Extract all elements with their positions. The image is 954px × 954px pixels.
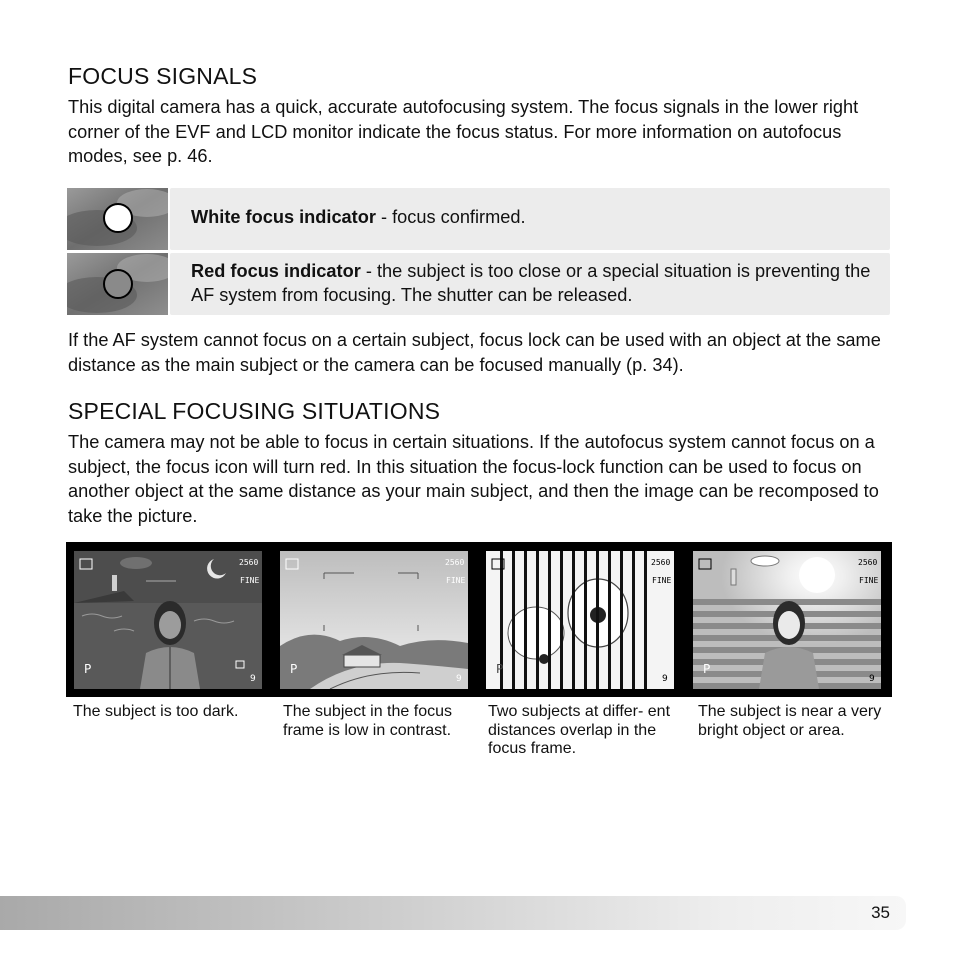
caption-overlapping: Two subjects at differ- ent distances overlap in the focus frame. xyxy=(488,703,671,757)
special-focusing-text: The camera may not be able to focus in certain situations. If the autofocus system cannot focus on a subject, the focus icon will turn red. In this situation the focus-lock function can be used to focus on another object at the same distance as your main subject, and then the image can be recomposed to take the picture. xyxy=(68,432,879,526)
heading-focus-signals: FOCUS SIGNALS xyxy=(68,63,258,89)
white-focus-indicator-row xyxy=(170,188,890,250)
white-focus-indicator-image xyxy=(67,188,168,250)
white-circle-icon xyxy=(104,204,132,232)
white-indicator-desc: - focus confirmed. xyxy=(375,207,526,227)
thumbnail-bright-area xyxy=(693,551,881,689)
svg-text:9: 9 xyxy=(869,674,875,684)
caption-bright-area: The subject is near a very bright object or area. xyxy=(698,703,882,739)
svg-text:P: P xyxy=(496,662,504,676)
svg-text:FINE: FINE xyxy=(859,576,879,585)
thumbnail-low-contrast xyxy=(280,551,468,689)
svg-text:P: P xyxy=(703,662,711,676)
svg-text:2560: 2560 xyxy=(858,558,878,567)
svg-text:FINE: FINE xyxy=(240,576,260,585)
caption-low-contrast: The subject in the focus frame is low in contrast. xyxy=(283,703,452,739)
svg-text:9: 9 xyxy=(456,674,462,684)
red-indicator-desc: - the subject is too close or a special situation is preventing the AF system from focusing. The shutter can be released. xyxy=(191,261,871,305)
white-indicator-name: White focus indicator xyxy=(191,207,376,227)
red-indicator-name: Red focus indicator xyxy=(191,261,361,281)
focus-signals-intro: This digital camera has a quick, accurate autofocusing system. The focus signals in the lower right corner of the EVF and LCD monitor indicate the focus status. For more information on autofocus modes, see p. 46. xyxy=(68,97,859,166)
svg-text:FINE: FINE xyxy=(652,576,672,585)
footer-bar xyxy=(0,896,906,930)
thumbnail-overlapping-subjects xyxy=(486,551,674,689)
svg-text:9: 9 xyxy=(662,674,668,684)
heading-special-focusing: SPECIAL FOCUSING SITUATIONS xyxy=(68,398,441,424)
red-circle-icon xyxy=(104,270,132,298)
caption-too-dark: The subject is too dark. xyxy=(73,703,239,720)
red-focus-indicator-image xyxy=(67,253,168,315)
af-fallback-note: If the AF system cannot focus on a certain subject, focus lock can be used with an object at the same distance as the main subject or the camera can be focused manually (p. 34). xyxy=(68,330,881,375)
svg-text:P: P xyxy=(290,662,298,676)
thumbnail-too-dark xyxy=(74,551,262,689)
svg-text:2560: 2560 xyxy=(239,558,259,567)
svg-text:P: P xyxy=(84,662,92,676)
red-focus-indicator-row xyxy=(170,253,890,315)
svg-text:FINE: FINE xyxy=(446,576,466,585)
svg-text:2560: 2560 xyxy=(651,558,671,567)
example-image-strip xyxy=(66,542,892,697)
svg-text:2560: 2560 xyxy=(445,558,465,567)
svg-text:9: 9 xyxy=(250,674,256,684)
page-number: 35 xyxy=(871,903,890,922)
